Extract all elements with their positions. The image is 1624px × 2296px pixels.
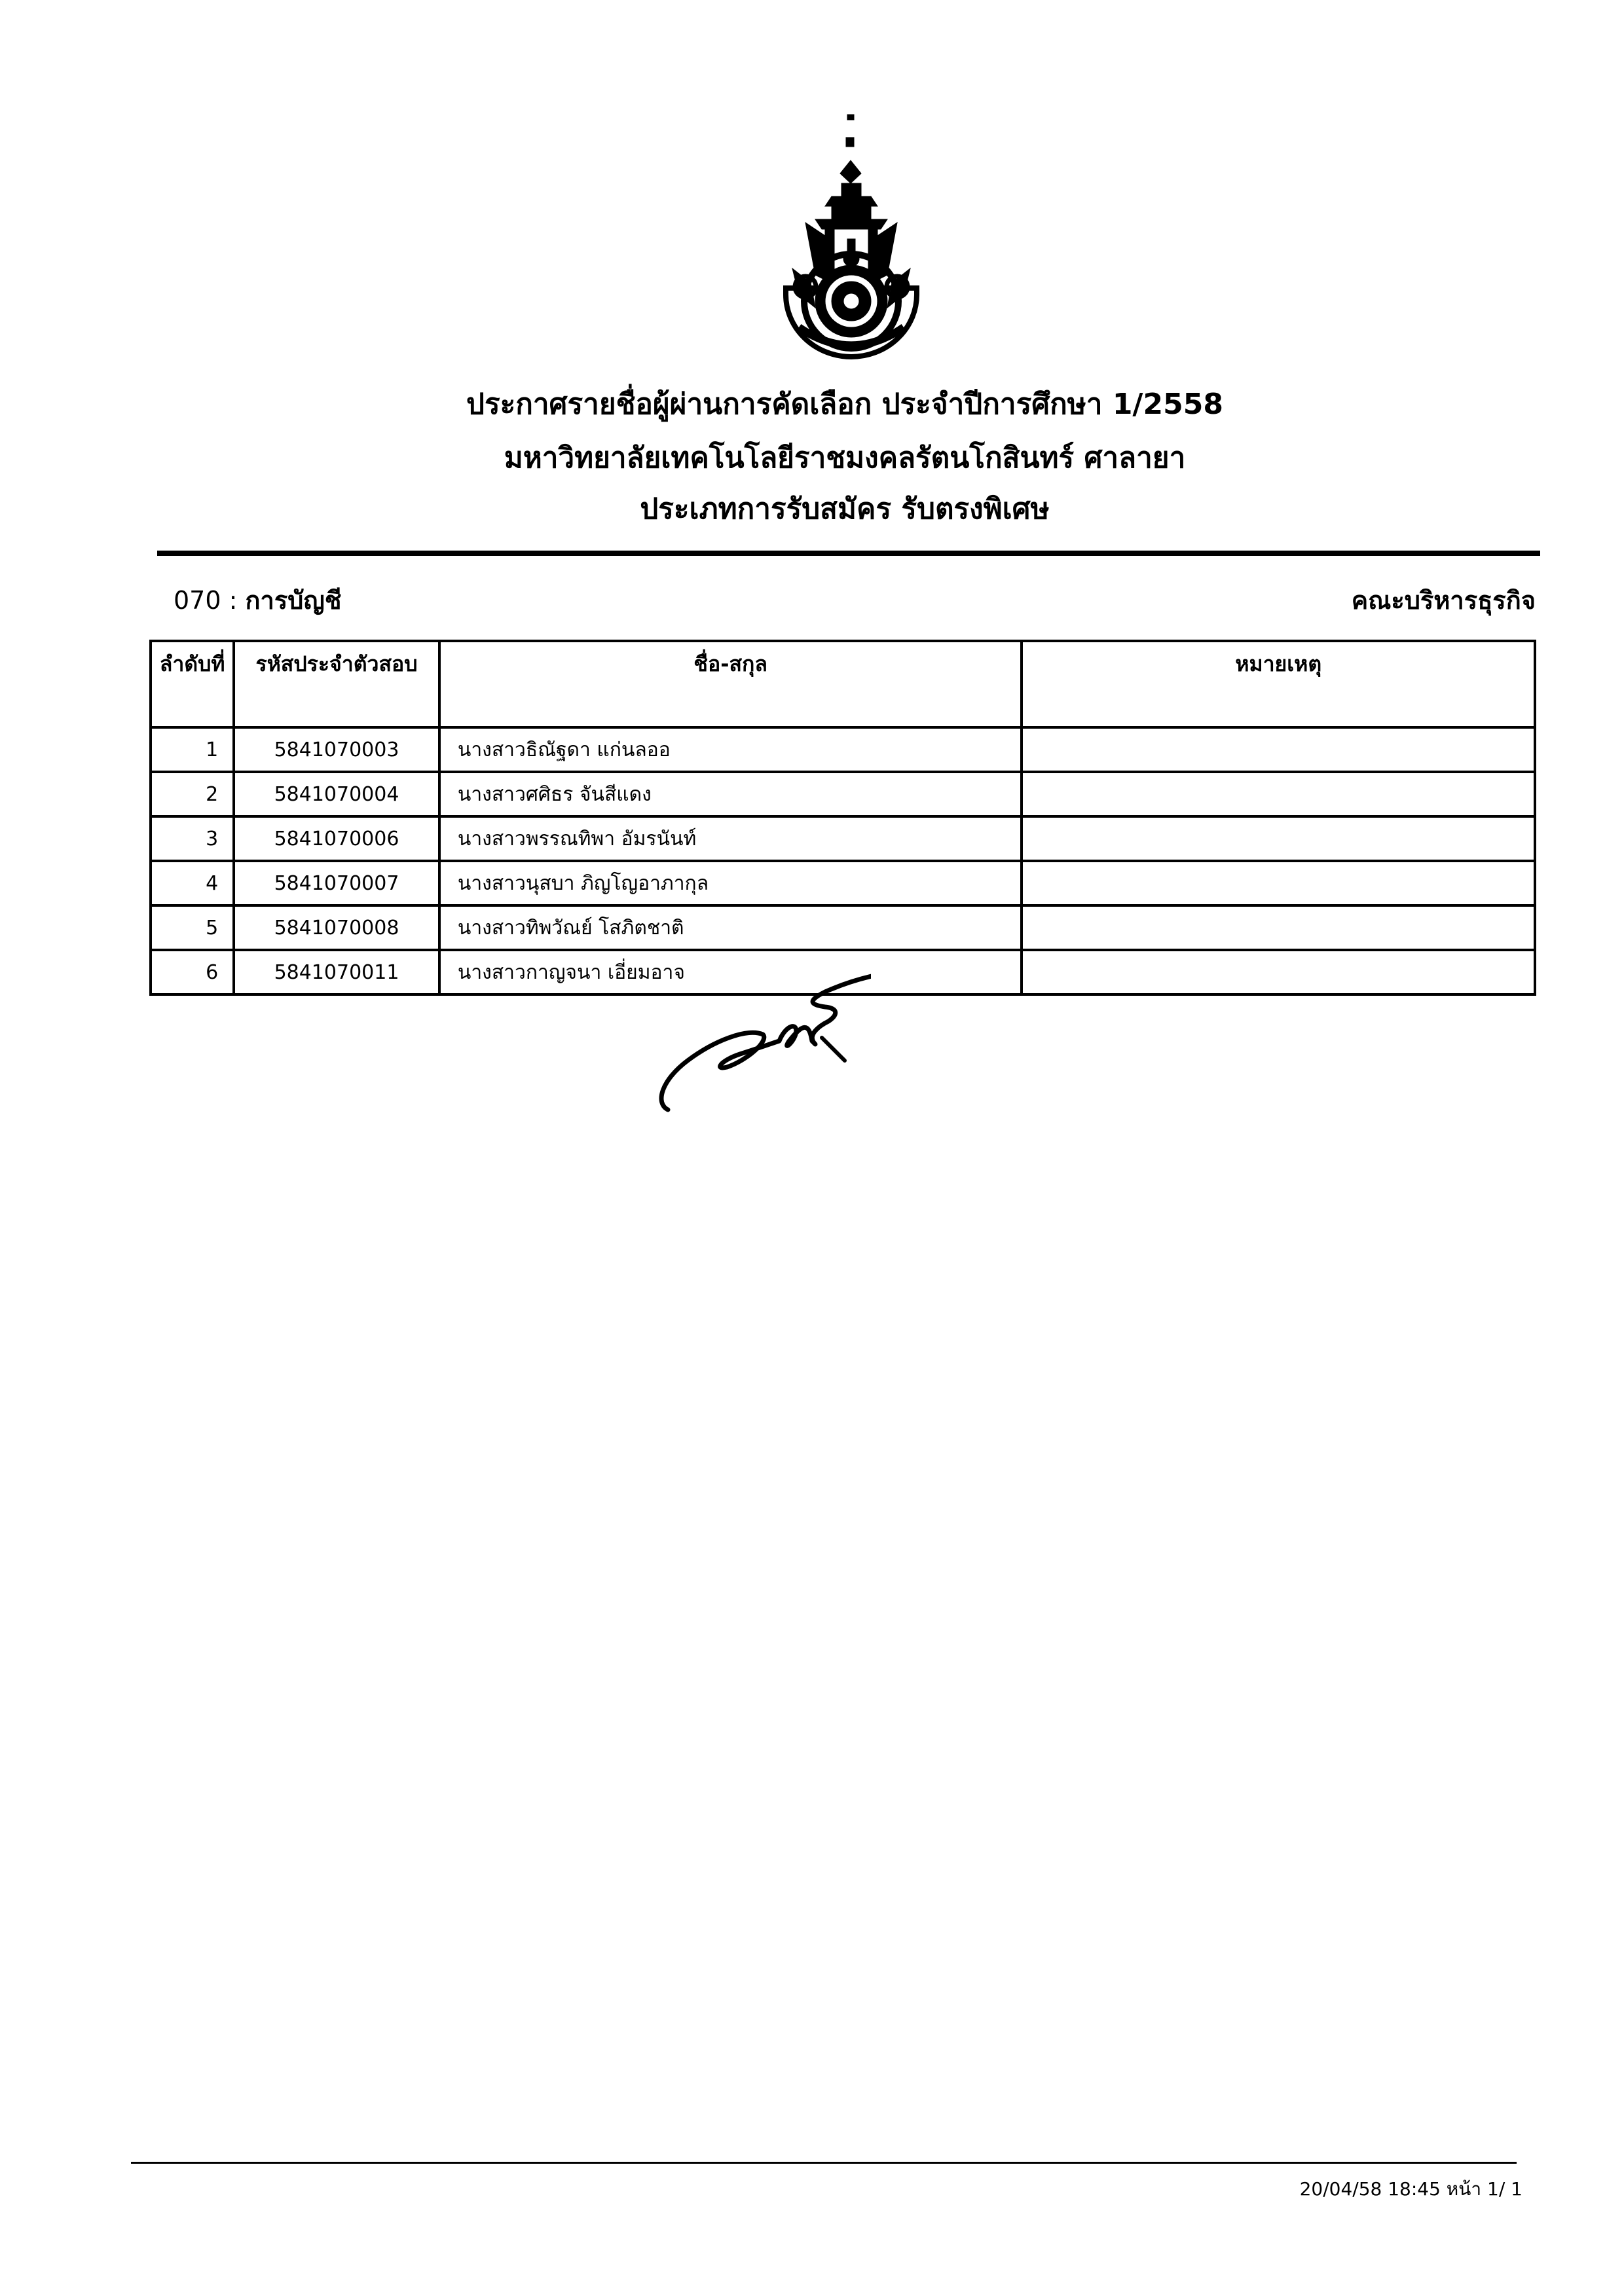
row-remarks (1022, 950, 1535, 994)
row-name: นางสาวกาญจนา เอี่ยมอาจ (439, 950, 1022, 994)
signature-icon (648, 962, 871, 1126)
row-remarks (1022, 905, 1535, 950)
university-name: มหาวิทยาลัยเทคโนโลยีราชมงคลรัตนโกสินทร์ ศาลายา (504, 441, 1186, 475)
column-header-remarks: หมายเหตุ (1022, 641, 1535, 727)
row-exam-id: 5841070004 (234, 772, 439, 816)
row-exam-id: 5841070008 (234, 905, 439, 950)
row-remarks (1022, 861, 1535, 905)
program-label (174, 583, 342, 618)
row-name: นางสาวศศิธร จันสีแดง (439, 772, 1022, 816)
program-code: 070 : (174, 586, 238, 615)
table-row (151, 816, 1535, 861)
table-row (151, 861, 1535, 905)
column-header-exam-id: รหัสประจำตัวสอบ (234, 641, 439, 727)
admission-type: ประเภทการรับสมัคร รับตรงพิเศษ (640, 492, 1050, 526)
selected-candidates-table (149, 640, 1536, 996)
row-order: 1 (151, 727, 234, 772)
row-name: นางสาวธิณัฐดา แก่นลออ (439, 727, 1022, 772)
row-exam-id: 5841070006 (234, 816, 439, 861)
row-remarks (1022, 727, 1535, 772)
table-row (151, 727, 1535, 772)
row-exam-id: 5841070011 (234, 950, 439, 994)
footer-divider (131, 2162, 1517, 2164)
row-name: นางสาวพรรณทิพา อัมรนันท์ (439, 816, 1022, 861)
row-order: 3 (151, 816, 234, 861)
table-row (151, 905, 1535, 950)
row-order: 5 (151, 905, 234, 950)
row-exam-id: 5841070007 (234, 861, 439, 905)
column-header-name: ชื่อ-สกุล (439, 641, 1022, 727)
university-emblem-icon (779, 111, 923, 360)
print-timestamp-page: 20/04/58 18:45 หน้า 1/ 1 (1299, 2178, 1522, 2200)
row-name: นางสาวนุสบา ภิญโญอาภากุล (439, 861, 1022, 905)
announcement-title: ประกาศรายชื่อผู้ผ่านการคัดเลือก ประจำปีการศึกษา 1/2558 (466, 388, 1223, 421)
table-row (151, 772, 1535, 816)
table-header-row (151, 641, 1535, 727)
row-exam-id: 5841070003 (234, 727, 439, 772)
program-name: การบัญชี (245, 586, 342, 615)
row-order: 2 (151, 772, 234, 816)
row-remarks (1022, 816, 1535, 861)
row-order: 4 (151, 861, 234, 905)
row-order: 6 (151, 950, 234, 994)
row-remarks (1022, 772, 1535, 816)
header-divider (157, 551, 1540, 556)
column-header-order: ลำดับที่ (151, 641, 234, 727)
faculty-name: คณะบริหารธุรกิจ (1351, 586, 1536, 615)
row-name: นางสาวทิพวัณย์ โสภิตชาติ (439, 905, 1022, 950)
